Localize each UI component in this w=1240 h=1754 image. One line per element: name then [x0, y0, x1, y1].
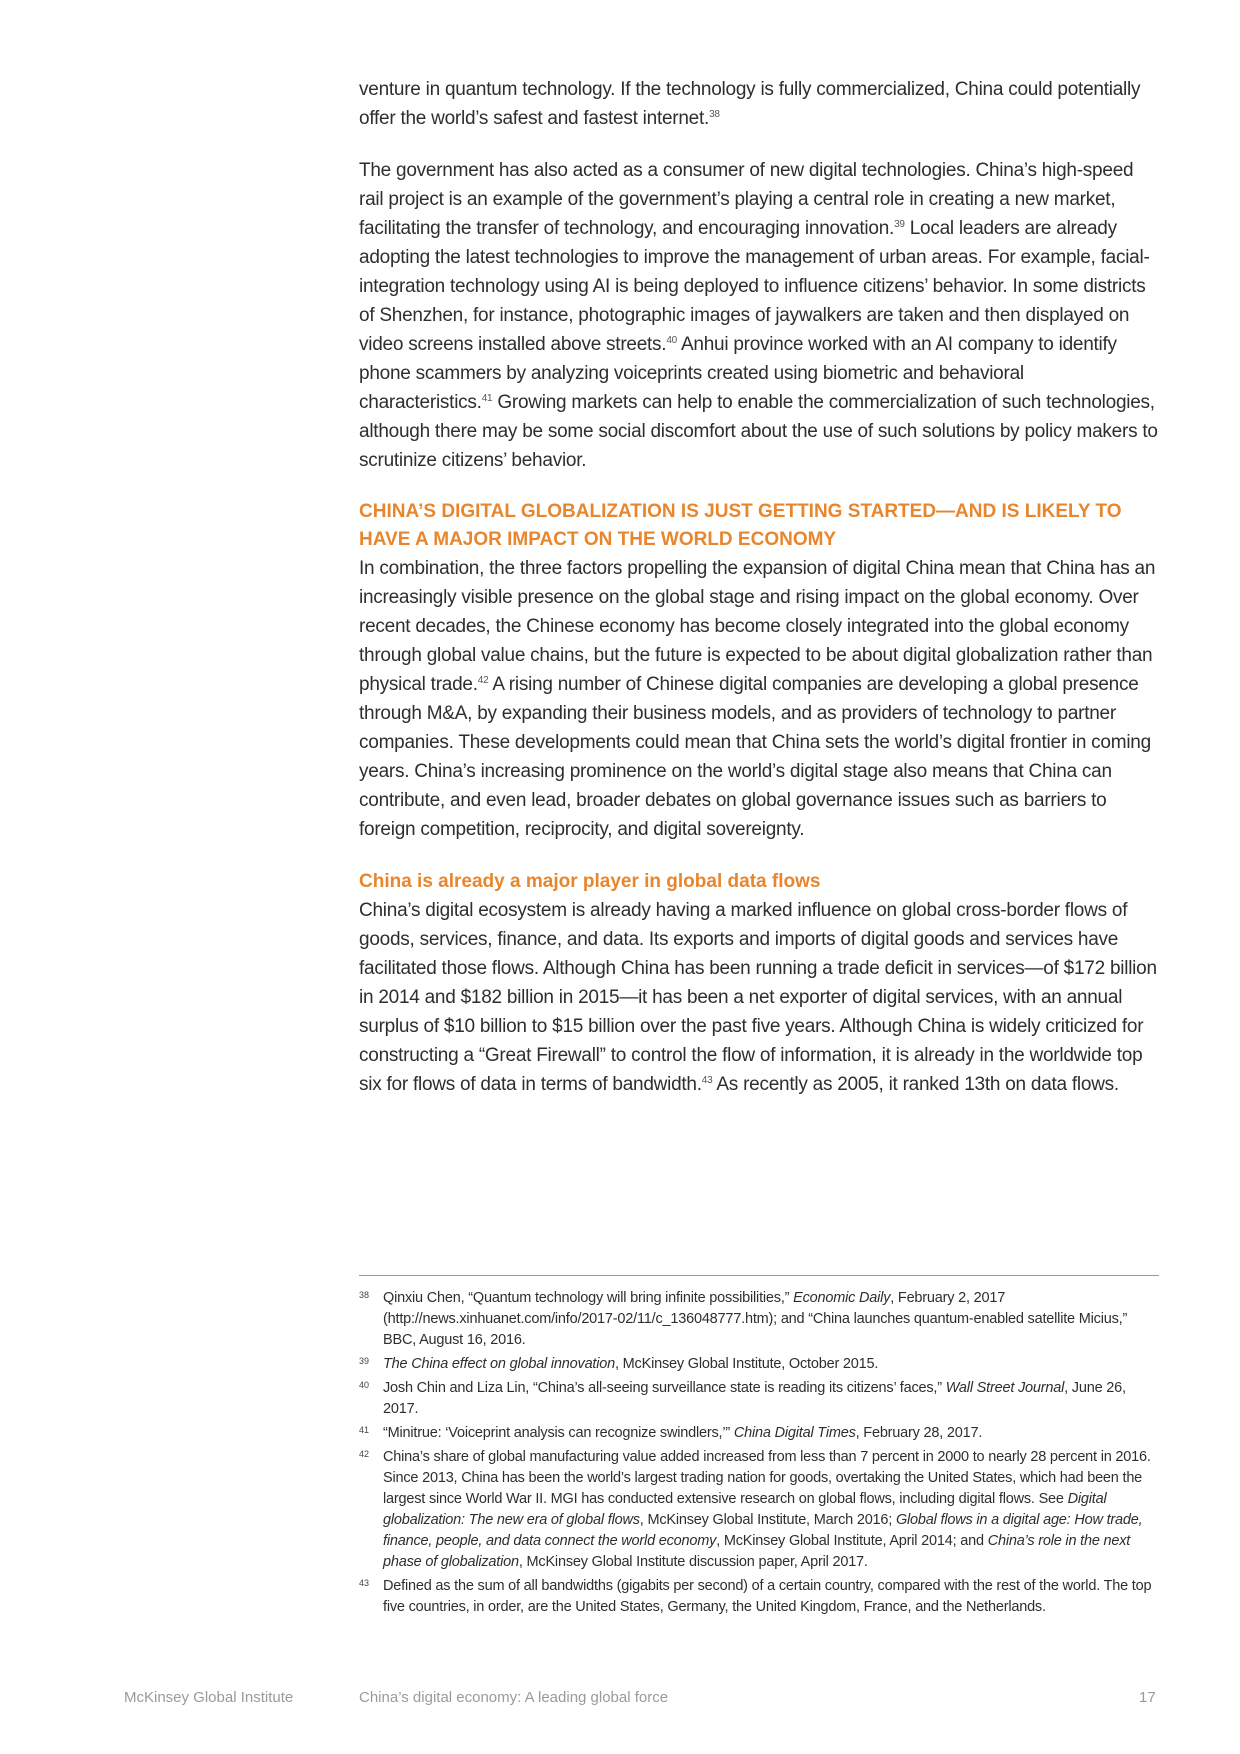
footnote-source-title: China’s role in the next phase of globalization [383, 1533, 1131, 1570]
footnote-ref-40[interactable]: 40 [666, 335, 677, 346]
footnote-number: 39 [359, 1356, 370, 1366]
footnote-ref-42[interactable]: 42 [477, 675, 489, 686]
paragraph-data-flows [359, 896, 1159, 1099]
paragraph-text: venture in quantum technology. If the technology is fully commercialized, China could potentially offer the world’s safest and fastest internet. [359, 79, 1141, 129]
footnotes-section [359, 1288, 1159, 1621]
footnote-text-part: , McKinsey Global Institute discussion paper, April 2017. [518, 1554, 868, 1570]
footnote-42 [359, 1447, 1159, 1573]
footnote-ref-43[interactable]: 43 [701, 1075, 713, 1086]
paragraph-text: Growing markets can help to enable the commercialization of such technologies, although there may be some social discomfort about the use of such solutions by policy makers to scrutinize citizens’ behavior. [359, 392, 1158, 471]
footnote-text-part: , February 2, 2017 (http://news.xinhuanet.com/info/2017-02/11/c_136048777.htm); and “China launches quantum-enabled satellite Micius,” BBC, August 16, 2016. [383, 1290, 1128, 1348]
footnote-text-part: , McKinsey Global Institute, April 2014; and [716, 1533, 988, 1549]
footnote-text-part: , February 28, 2017. [855, 1425, 983, 1441]
footnote-40 [359, 1378, 1159, 1420]
footnote-39 [359, 1354, 1159, 1375]
paragraph-quantum [359, 75, 1159, 133]
main-text-column [359, 75, 1159, 1122]
footer-page-number: 17 [1139, 1689, 1156, 1706]
footnote-source-title: The China effect on global innovation [383, 1356, 616, 1372]
paragraph-text: Local leaders are already adopting the latest technologies to improve the management of urban areas. For example, facial-integration technology using AI is being deployed to influence citizens’ behavior. In some districts of Shenzhen, for instance, photographic images of jaywalkers are taken and then displayed on video screens installed above streets. [359, 218, 1150, 355]
footnote-text [383, 1423, 1159, 1444]
paragraph-text: In combination, the three factors propelling the expansion of digital China mean that China has an increasingly visible presence on the global stage and rising impact on the global economy. Over recent decades, the Chinese economy has become closely integrated into the global economy through global value chains, but the future is expected to be about digital globalization rather than physical trade. [359, 558, 1156, 695]
footer-report-title: China’s digital economy: A leading global force [359, 1689, 669, 1706]
paragraph-text: China’s digital ecosystem is already having a marked influence on global cross-border flows of goods, services, finance, and data. Its exports and imports of digital goods and services have facilitated those flows. Although China has been running a trade deficit in services—of $172 billion in 2014 and $182 billion in 2015—it has been a net exporter of digital services, with an annual surplus of $10 billion to $15 billion over the past five years. Although China is widely criticized for constructing a “Great Firewall” to control the flow of information, it is already in the worldwide top six for flows of data in terms of bandwidth. [359, 900, 1157, 1095]
section-heading: CHINA’S DIGITAL GLOBALIZATION IS JUST GETTING STARTED—AND IS LIKELY TO HAVE A MAJOR IMPACT ON THE WORLD ECONOMY [359, 501, 1122, 550]
footnote-text-part: Qinxiu Chen, “Quantum technology will bring infinite possibilities,” [383, 1290, 794, 1306]
footnote-number: 43 [359, 1578, 370, 1588]
footnote-text-part: , McKinsey Global Institute, October 2015. [615, 1356, 879, 1372]
footnote-text [383, 1447, 1159, 1573]
footnote-ref-41[interactable]: 41 [481, 393, 493, 404]
footnote-text-part: , June 26, 2017. [383, 1380, 1126, 1417]
footnote-41 [359, 1423, 1159, 1444]
footnote-38 [359, 1288, 1159, 1351]
footnote-text [383, 1354, 1159, 1375]
paragraph-government-consumer [359, 156, 1159, 475]
paragraph-digital-globalization [359, 554, 1159, 844]
footnote-source-title: Wall Street Journal [945, 1380, 1065, 1396]
footnote-source-title: China Digital Times [733, 1425, 856, 1441]
paragraph-text: The government has also acted as a consumer of new digital technologies. China’s high-speed rail project is an example of the government’s playing a central role in creating a new market, facilitating the transfer of technology, and encouraging innovation. [359, 160, 1134, 239]
subsection-heading: China is already a major player in global data flows [359, 871, 821, 892]
footnote-source-title: Economic Daily [793, 1290, 891, 1306]
footnote-number: 42 [359, 1449, 370, 1459]
footnote-source-title: Global flows in a digital age: How trade, finance, people, and data connect the world economy [383, 1512, 1143, 1549]
footnote-ref-39[interactable]: 39 [894, 219, 905, 230]
footnote-number: 38 [359, 1290, 370, 1300]
footnote-source-title: Digital globalization: The new era of global flows [383, 1491, 1107, 1528]
footnote-ref-38[interactable]: 38 [709, 109, 720, 120]
footnote-text: Defined as the sum of all bandwidths (gigabits per second) of a certain country, compared with the rest of the world. The top five countries, in order, are the United States, Germany, the United Kingdom, France, and the Netherlands. [383, 1578, 1152, 1615]
footer-publisher: McKinsey Global Institute [124, 1689, 294, 1706]
footnote-text [383, 1288, 1159, 1351]
footnote-text-part: , McKinsey Global Institute, March 2016; [639, 1512, 896, 1528]
footnote-text-part: Josh Chin and Liza Lin, “China’s all-seeing surveillance state is reading its citizens’ faces,” [383, 1380, 946, 1396]
footnote-text [383, 1378, 1159, 1420]
footnote-text-part: “Minitrue: ‘Voiceprint analysis can recognize swindlers,’” [383, 1425, 734, 1441]
footnote-43 [359, 1576, 1159, 1618]
paragraph-text: As recently as 2005, it ranked 13th on data flows. [712, 1074, 1119, 1095]
footnote-number: 40 [359, 1380, 370, 1390]
footnote-divider [359, 1275, 1159, 1276]
paragraph-text: A rising number of Chinese digital companies are developing a global presence through M&A, by expanding their business models, and as providers of technology to partner companies. These developments could mean that China sets the world’s digital frontier in coming years. China’s increasing prominence on the world’s digital stage also means that China can contribute, and even lead, broader debates on global governance issues such as barriers to foreign competition, reciprocity, and digital sovereignty. [359, 674, 1151, 840]
footnote-text-part: China’s share of global manufacturing value added increased from less than 7 percent in 2000 to nearly 28 percent in 2016. Since 2013, China has been the world’s largest trading nation for goods, overtaking the United States, which had been the largest since World War II. MGI has conducted extensive research on global flows, including digital flows. See [383, 1449, 1151, 1507]
paragraph-text: Anhui province worked with an AI company to identify phone scammers by analyzing voiceprints created using biometric and behavioral characteristics. [359, 334, 1117, 413]
footnote-number: 41 [359, 1425, 370, 1435]
